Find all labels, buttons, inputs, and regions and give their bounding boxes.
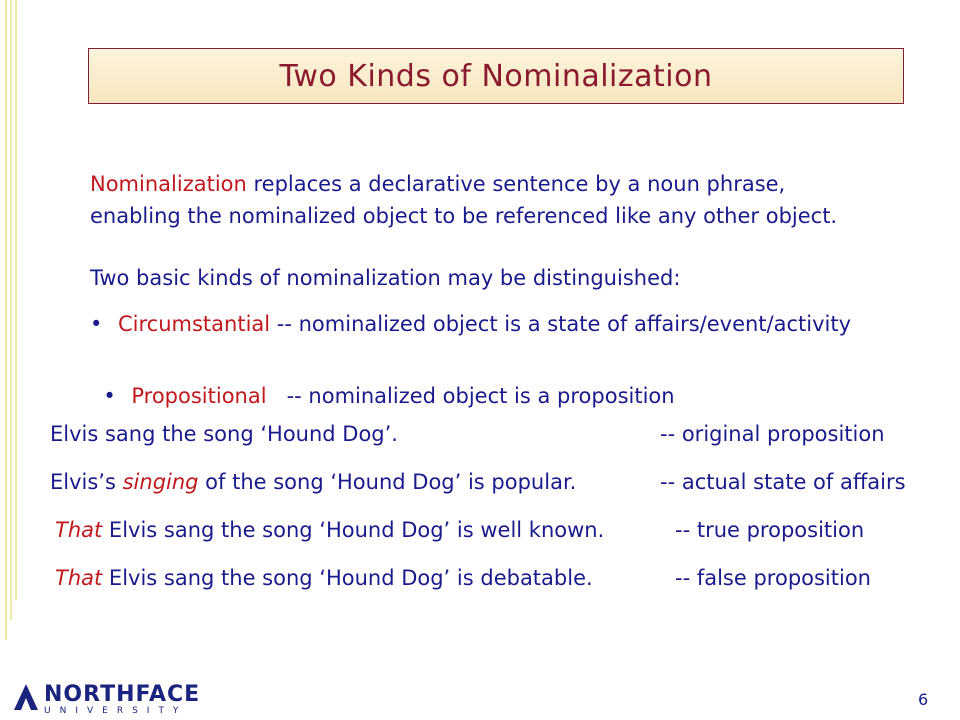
- bullet-propositional: [90, 348, 675, 412]
- bullet-desc: -- nominalized object is a proposition: [266, 384, 675, 408]
- example-row: [50, 466, 906, 498]
- example-row: [55, 562, 871, 594]
- bullet-dot-icon: •: [103, 384, 116, 408]
- example-text: Elvis sang the song ‘Hound Dog’.: [50, 422, 398, 446]
- mountain-logo-icon: [12, 682, 40, 712]
- example-italic: singing: [122, 470, 199, 494]
- bullet-term: Circumstantial: [118, 312, 271, 336]
- intro-line2: enabling the nominalized object to be referenced like any other object.: [90, 204, 838, 228]
- example-note: -- actual state of affairs: [660, 470, 906, 494]
- example-post: of the song ‘Hound Dog’ is popular.: [198, 470, 577, 494]
- kinds-intro: Two basic kinds of nominalization may be distinguished:: [90, 266, 681, 290]
- example-note: -- false proposition: [675, 566, 871, 590]
- example-post: Elvis sang the song ‘Hound Dog’ is debatable.: [102, 566, 593, 590]
- example-row: [50, 418, 885, 450]
- intro-paragraph: [90, 168, 837, 232]
- example-pre: Elvis’s: [50, 470, 123, 494]
- intro-line1: replaces a declarative sentence by a noun phrase,: [246, 172, 786, 196]
- slide-title: Two Kinds of Nominalization: [279, 58, 713, 94]
- university-logo: [12, 680, 201, 716]
- intro-term: Nominalization: [90, 172, 247, 196]
- logo-subtitle: UNIVERSITY: [44, 706, 188, 716]
- bullet-dot-icon: •: [90, 312, 103, 336]
- page-number: 6: [918, 690, 929, 709]
- bullet-desc: -- nominalized object is a state of affairs/event/activity: [270, 312, 852, 336]
- example-note: -- original proposition: [660, 422, 885, 446]
- slide-title-box: [88, 48, 904, 104]
- decorative-line: [15, 0, 17, 600]
- example-italic: That: [55, 518, 103, 542]
- example-note: -- true proposition: [675, 518, 865, 542]
- decorative-line: [5, 0, 7, 640]
- decorative-line: [10, 0, 12, 620]
- example-row: [55, 514, 865, 546]
- bullet-term: Propositional: [131, 384, 267, 408]
- example-post: Elvis sang the song ‘Hound Dog’ is well known.: [102, 518, 605, 542]
- example-italic: That: [55, 566, 103, 590]
- logo-name: NORTHFACE: [44, 682, 201, 707]
- bullet-circumstantial: [90, 308, 851, 340]
